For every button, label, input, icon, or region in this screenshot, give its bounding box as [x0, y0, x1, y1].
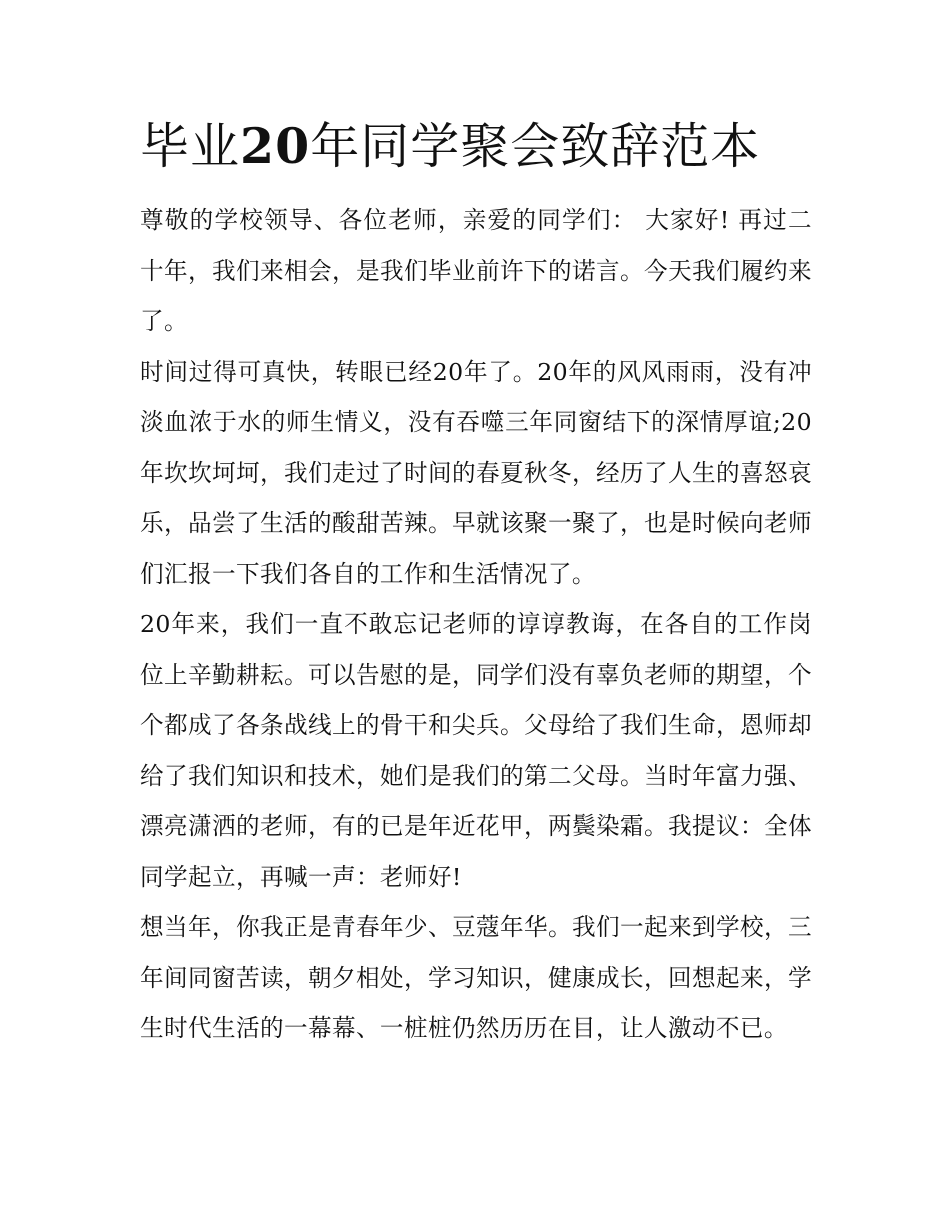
paragraph-2: 时间过得可真快，转眼已经20年了。20年的风风雨雨，没有冲淡血浓于水的师生情义，没有吞噬三年同窗结下的深情厚谊;20年坎坎坷坷，我们走过了时间的春夏秋冬，经历了人生的喜怒哀乐，品尝了生活的酸甜苦辣。早就该聚一聚了，也是时候向老师们汇报一下我们各自的工作和生活情况了。 [140, 357, 812, 588]
paragraph-1: 尊敬的学校领导、各位老师，亲爱的同学们： 大家好! 再过二十年，我们来相会，是我们毕业前许下的诺言。今天我们履约来了。 [140, 206, 812, 335]
document-body [140, 195, 812, 1054]
paragraph-3: 20年来，我们一直不敢忘记老师的谆谆教诲，在各自的工作岗位上辛勤耕耘。可以告慰的是，同学们没有辜负老师的期望，个个都成了各条战线上的骨干和尖兵。父母给了我们生命，恩师却给了我们知识和技术，她们是我们的第二父母。当时年富力强、漂亮潇洒的老师，有的已是年近花甲，两鬓染霜。我提议：全体同学起立，再喊一声：老师好! [140, 610, 812, 891]
document-page [140, 110, 812, 1054]
title-number: 20 [240, 117, 311, 175]
document-title: 毕业20年同学聚会致辞范本 [140, 117, 761, 175]
paragraph-4: 想当年，你我正是青春年少、豆蔻年华。我们一起来到学校，三年间同窗苦读，朝夕相处，学习知识，健康成长，回想起来，学生时代生活的一幕幕、一桩桩仍然历历在目，让人激动不已。 [140, 913, 812, 1042]
